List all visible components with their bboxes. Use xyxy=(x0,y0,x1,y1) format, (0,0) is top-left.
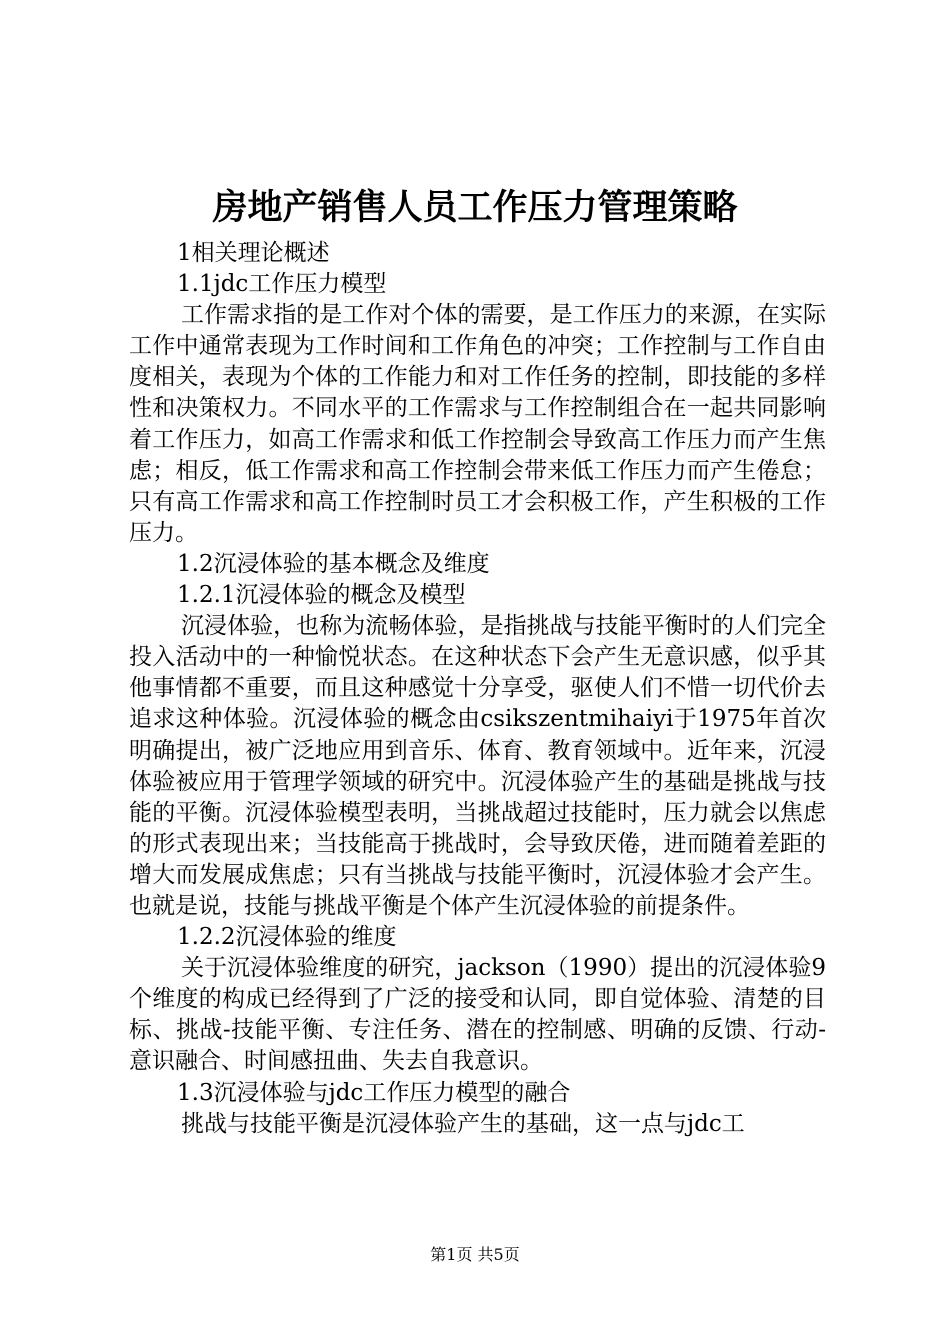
body-paragraph: 关于沉浸体验维度的研究，jackson（1990）提出的沉浸体验9个维度的构成已经得到了广泛的接受和认同，即自觉体验、清楚的目标、挑战-技能平衡、专注任务、潜在的控制感、明确的反馈、行动-意识融合、时间感扭曲、失去自我意识。 xyxy=(129,955,826,1075)
section-heading: 1.1jdc工作压力模型 xyxy=(177,271,387,298)
section-heading: 1相关理论概述 xyxy=(177,240,330,266)
section-heading: 1.2.2沉浸体验的维度 xyxy=(177,924,397,951)
document-body xyxy=(129,238,826,1140)
section-heading: 1.2沉浸体验的基本概念及维度 xyxy=(177,550,490,577)
body-paragraph: 工作需求指的是工作对个体的需要，是工作压力的来源，在实际工作中通常表现为工作时间和工作角色的冲突；工作控制与工作自由度相关，表现为个体的工作能力和对工作任务的控制，即技能的多样性和决策权力。不同水平的工作需求与工作控制组合在一起共同影响着工作压力，如高工作需求和低工作控制会导致高工作压力而产生焦虑；相反，低工作需求和高工作控制会带来低工作压力而产生倦怠；只有高工作需求和高工作控制时员工才会积极工作，产生积极的工作压力。 xyxy=(129,302,826,546)
page-footer: 第1页 共5页 xyxy=(430,1245,520,1264)
body-paragraph: 沉浸体验，也称为流畅体验，是指挑战与技能平衡时的人们完全投入活动中的一种愉悦状态。在这种状态下会产生无意识感，似乎其他事情都不重要，而且这种感觉十分享受，驱使人们不惜一切代价去追求这种体验。沉浸体验的概念由csikszentmihaiyi于1975年首次明确提出，被广泛地应用到音乐、体育、教育领域中。近年来，沉浸体验被应用于管理学领域的研究中。沉浸体验产生的基础是挑战与技能的平衡。沉浸体验模型表明，当挑战超过技能时，压力就会以焦虑的形式表现出来；当技能高于挑战时，会导致厌倦，进而随着差距的增大而发展成焦虑；只有当挑战与技能平衡时，沉浸体验才会产生。也就是说，技能与挑战平衡是个体产生沉浸体验的前提条件。 xyxy=(129,613,826,919)
body-paragraph: 挑战与技能平衡是沉浸体验产生的基础，这一点与jdc工 xyxy=(181,1110,745,1137)
section-heading: 1.3沉浸体验与jdc工作压力模型的融合 xyxy=(177,1079,571,1106)
document-title: 房地产销售人员工作压力管理策略 xyxy=(212,187,738,228)
section-heading: 1.2.1沉浸体验的概念及模型 xyxy=(177,582,466,609)
